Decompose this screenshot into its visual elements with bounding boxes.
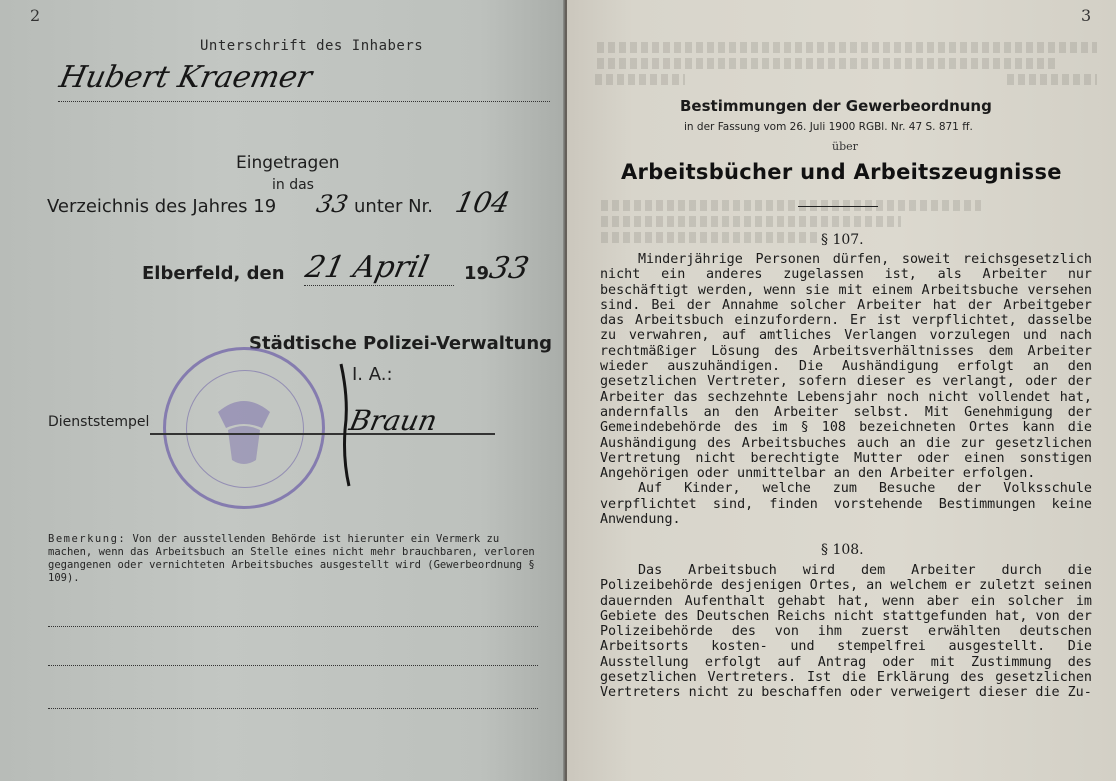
year-prefix: 19 — [464, 263, 490, 284]
page-number-right: 3 — [1081, 6, 1092, 25]
remark-block — [48, 533, 538, 585]
section-108-heading: § 108. — [821, 542, 864, 558]
register-mid: unter Nr. — [354, 196, 434, 217]
year-handwritten: 33 — [486, 251, 532, 286]
show-through-line — [595, 74, 685, 85]
on-behalf: I. A.: — [352, 364, 393, 385]
official-stamp-label: Dienststempel — [48, 414, 150, 430]
show-through-line — [601, 232, 821, 243]
remark-dotted-line-2 — [48, 665, 538, 666]
holder-signature: Hubert Kraemer — [56, 60, 316, 95]
eagle-emblem-icon — [166, 350, 322, 506]
heading: Bestimmungen der Gewerbeordnung — [680, 97, 992, 115]
date-dotted-line — [304, 285, 454, 286]
signature-dotted-line — [58, 101, 550, 102]
authority-name: Städtische Polizei-Verwaltung — [249, 333, 553, 354]
over-label: über — [832, 140, 858, 153]
signature-label: Unterschrift des Inhabers — [200, 38, 424, 54]
register-line — [47, 196, 276, 217]
show-through-line — [597, 58, 1057, 69]
official-signature: Braun — [346, 404, 441, 437]
register-prefix: Verzeichnis des Jahres 19 — [47, 196, 277, 217]
section-108-body — [600, 563, 1092, 701]
official-stamp — [163, 347, 325, 509]
remark-label: Bemerkung: — [48, 533, 127, 545]
para-108: Das Arbeitsbuch wird dem Arbeiter durch die Polizeibehörde desjenigen Ortes, an welchem er zuletzt seinen dauernden Aufenthalt gehabt hat, wenn aber ein solcher im Gebiete des Deutschen Reichs nicht stattgefunden hat, von der Polizeibehörde des von ihm zuerst erwählten deutschen Arbeitsorts kosten- und stempelfrei ausgestellt. Die Ausstellung erfolgt auf Antrag oder mit Zustimmung des gesetzlichen Vertreters. Ist die Erklärung des gesetzlichen Vertreters nicht zu beschaffen oder verweigert dieser die Zu- — [600, 563, 1092, 701]
para-107: Minderjährige Personen dürfen, soweit reichsgesetzlich nicht ein anderes zugelassen ist, als Arbeiter nur beschäftigt werden, wenn sie mit einem Arbeitsbuche versehen sind. Bei der Annahme solcher Arbeiter hat der Arbeitgeber das Arbeitsbuch einzufordern. Er ist verpflichtet, dasselbe zu verwahren, auf amtliches Verlangen vorzulegen und nach rechtmäßiger Lösung des Arbeitsverhältnisses dem Arbeiter wieder auszuhändigen. Die Aushändigung erfolgt an den gesetzlichen Vertreter, sofern dieser es verlangt, oder der Arbeiter das sechzehnte Lebensjahr noch nicht vollendet hat, andernfalls an den Arbeiter selbst. Mit Genehmigung der Gemeindebehörde des im § 108 bezeichneten Ortes kann die Aushändigung des Arbeitsbuches auch an die zur gesetzlichen Vertretung nicht berechtigte Mutter oder einen sonstigen Angehörigen oder unmittelbar an den Arbeiter erfolgen. — [600, 252, 1092, 482]
registered-title: Eingetragen — [236, 153, 340, 173]
remark-text: Von der ausstellenden Behörde ist hierunter ein Vermerk zu machen, wenn das Arbeitsbuch an Stelle eines nicht mehr brauchbaren, verloren gegangenen oder vernichteten Arbeitsbuches ausgestellt wird (Gewerbeordnung § 109). — [48, 533, 535, 584]
show-through-line — [1007, 74, 1097, 85]
show-through-line — [601, 216, 901, 227]
official-signature-line — [150, 433, 495, 435]
remark-dotted-line-3 — [48, 708, 538, 709]
section-107-body — [600, 252, 1092, 527]
place-date-prefix: Elberfeld, den — [142, 263, 285, 284]
registered-in: in das — [272, 177, 314, 193]
page-number-left: 2 — [30, 6, 41, 25]
title: Arbeitsbücher und Arbeitszeugnisse — [621, 160, 1062, 184]
signature-stroke-icon — [335, 360, 365, 490]
section-107-heading: § 107. — [821, 232, 864, 248]
right-page — [567, 0, 1116, 781]
register-year-handwritten: 33 — [314, 190, 351, 218]
show-through-line — [597, 42, 1097, 53]
date-handwritten: 21 April — [302, 250, 432, 285]
register-number-handwritten: 104 — [452, 186, 513, 219]
title-rule — [798, 206, 878, 207]
para-107b: Auf Kinder, welche zum Besuche der Volksschule verpflichtet sind, finden vorstehende Bestimmungen keine Anwendung. — [600, 481, 1092, 528]
show-through-line — [601, 200, 981, 211]
remark-dotted-line-1 — [48, 626, 538, 627]
subheading: in der Fassung vom 26. Juli 1900 RGBl. Nr. 47 S. 871 ff. — [684, 121, 973, 133]
